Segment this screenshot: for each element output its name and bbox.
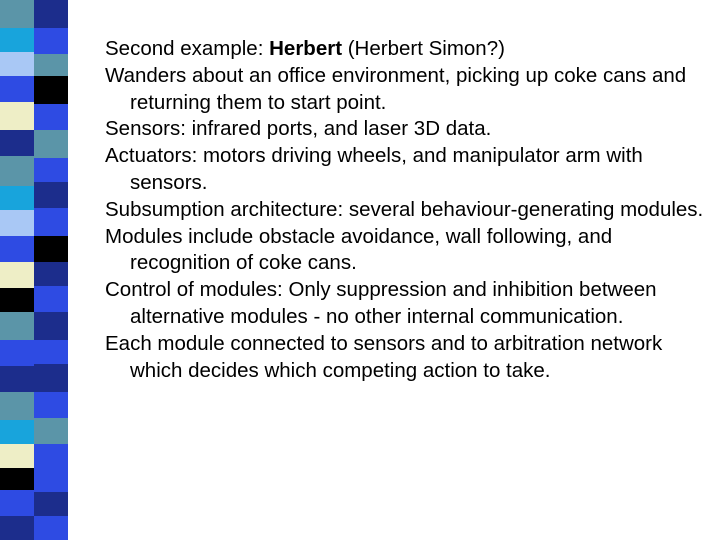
decorative-block [0, 288, 34, 312]
decorative-block [0, 52, 34, 76]
decorative-block [0, 0, 34, 28]
decorative-block [0, 468, 34, 490]
decorative-block [0, 236, 34, 262]
decorative-block [34, 492, 68, 516]
decorative-block [0, 210, 34, 236]
decorative-block [34, 208, 68, 236]
decorative-block [34, 182, 68, 208]
decorative-block [34, 516, 68, 540]
decorative-block [0, 490, 34, 516]
decorative-block [34, 76, 68, 104]
bullet-sensors: Sensors: infrared ports, and laser 3D data. [105, 117, 492, 141]
decorative-block [0, 366, 34, 392]
bullet-control: Control of modules: Only suppression and inhibition between alternative modules - no other internal communication. [105, 278, 657, 328]
bullet-modules: Modules include obstacle avoidance, wall following, and recognition of coke cans. [105, 224, 613, 275]
decorative-block [34, 340, 68, 364]
title-suffix: (Herbert Simon?) [342, 37, 505, 60]
decorative-block [34, 54, 68, 76]
decorative-block [34, 312, 68, 340]
decorative-block [34, 418, 68, 444]
decorative-block [0, 186, 34, 210]
decorative-block [0, 156, 34, 186]
decorative-block [34, 470, 68, 492]
decorative-block [34, 262, 68, 286]
decorative-block [0, 392, 34, 420]
decorative-block [34, 236, 68, 262]
decorative-block [34, 444, 68, 470]
decorative-block [0, 420, 34, 444]
decorative-block [0, 102, 34, 130]
decorative-color-strip [0, 0, 68, 540]
decorative-block [0, 28, 34, 52]
decorative-block [0, 262, 34, 288]
decorative-block [0, 130, 34, 156]
decorative-block [34, 158, 68, 182]
decorative-block [0, 76, 34, 102]
decorative-block [34, 364, 68, 392]
decorative-block [0, 312, 34, 340]
bullet-wanders: Wanders about an office environment, picking up coke cans and returning them to start point. [105, 63, 687, 114]
decorative-block [34, 130, 68, 158]
bullet-title-line [105, 36, 705, 63]
decorative-block [34, 104, 68, 130]
decorative-block [0, 444, 34, 468]
decorative-block [0, 340, 34, 366]
title-name: Herbert [269, 37, 343, 60]
title-prefix: Second example: [105, 37, 270, 60]
bullet-actuators: Actuators: motors driving wheels, and manipulator arm with sensors. [105, 144, 643, 194]
decorative-block [0, 516, 34, 540]
decorative-block [34, 28, 68, 54]
bullet-arbitration: Each module connected to sensors and to arbitration network which decides which competing action to take. [105, 331, 663, 382]
slide-body [105, 36, 705, 384]
decorative-block [34, 392, 68, 418]
decorative-block [34, 0, 68, 28]
decorative-block [34, 286, 68, 312]
bullet-subsumption: Subsumption architecture: several behaviour-generating modules. [105, 197, 704, 221]
